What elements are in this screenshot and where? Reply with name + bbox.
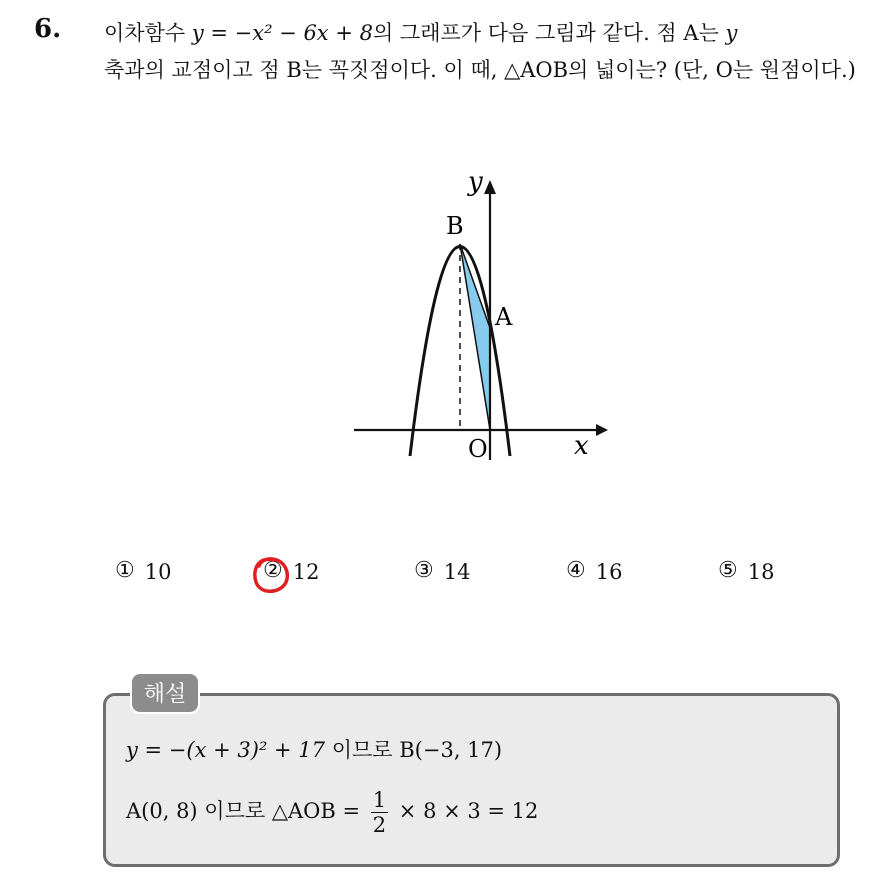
y-axis-arrow bbox=[484, 180, 496, 194]
question-equation: y = −x² − 6x + 8 bbox=[191, 21, 373, 45]
choice-3-mark: ③ bbox=[414, 558, 434, 583]
choice-4[interactable] bbox=[566, 560, 622, 584]
solution-tag: 해설 bbox=[130, 672, 200, 714]
point-b-label: B bbox=[446, 212, 464, 240]
question-text-3: 축과의 교점이고 점 B는 꼭짓점이다. 이 때, △AOB의 넓이는? (단, O는 원점이다.) bbox=[104, 58, 856, 82]
parabola-graph bbox=[340, 160, 620, 470]
choice-3-value: 14 bbox=[443, 560, 471, 584]
solution-line-1 bbox=[126, 734, 502, 764]
origin-label: O bbox=[468, 435, 488, 463]
choice-5[interactable] bbox=[718, 560, 774, 584]
choice-5-mark: ⑤ bbox=[718, 558, 738, 583]
solution-line-1-text: 이므로 B(−3, 17) bbox=[325, 738, 503, 762]
triangle-aob bbox=[460, 244, 490, 430]
question-text-1: 이차함수 bbox=[104, 21, 192, 45]
question-text-2: 의 그래프가 다음 그림과 같다. 점 A는 bbox=[372, 21, 726, 45]
solution-line-2 bbox=[126, 788, 538, 837]
answer-choices bbox=[0, 560, 884, 594]
fraction-denominator: 2 bbox=[372, 813, 387, 837]
choice-3[interactable] bbox=[414, 560, 470, 584]
choice-2-mark: ② bbox=[263, 558, 283, 583]
choice-1[interactable] bbox=[115, 560, 171, 584]
solution-line-1-math: y = −(x + 3)² + 17 bbox=[126, 738, 326, 762]
solution-line-2-prefix: A(0, 8) 이므로 △AOB = bbox=[126, 799, 367, 823]
solution-line-2-suffix: × 8 × 3 = 12 bbox=[392, 799, 539, 823]
choice-4-mark: ④ bbox=[566, 558, 586, 583]
choice-5-value: 18 bbox=[747, 560, 775, 584]
selected-answer-circle bbox=[248, 552, 294, 598]
solution-fraction bbox=[371, 788, 388, 837]
choice-2-value: 12 bbox=[292, 560, 320, 584]
choice-4-value: 16 bbox=[595, 560, 623, 584]
x-axis-arrow bbox=[596, 424, 608, 436]
y-axis-label: y bbox=[468, 167, 483, 197]
point-a-label: A bbox=[495, 303, 513, 331]
choice-1-value: 10 bbox=[144, 560, 172, 584]
choice-1-mark: ① bbox=[115, 558, 135, 583]
question-y-var: y bbox=[725, 21, 738, 45]
question-number: 6. bbox=[34, 14, 62, 44]
solution-box bbox=[103, 693, 840, 867]
question-text bbox=[104, 15, 864, 89]
fraction-numerator: 1 bbox=[372, 788, 387, 812]
x-axis-label: x bbox=[574, 431, 589, 461]
